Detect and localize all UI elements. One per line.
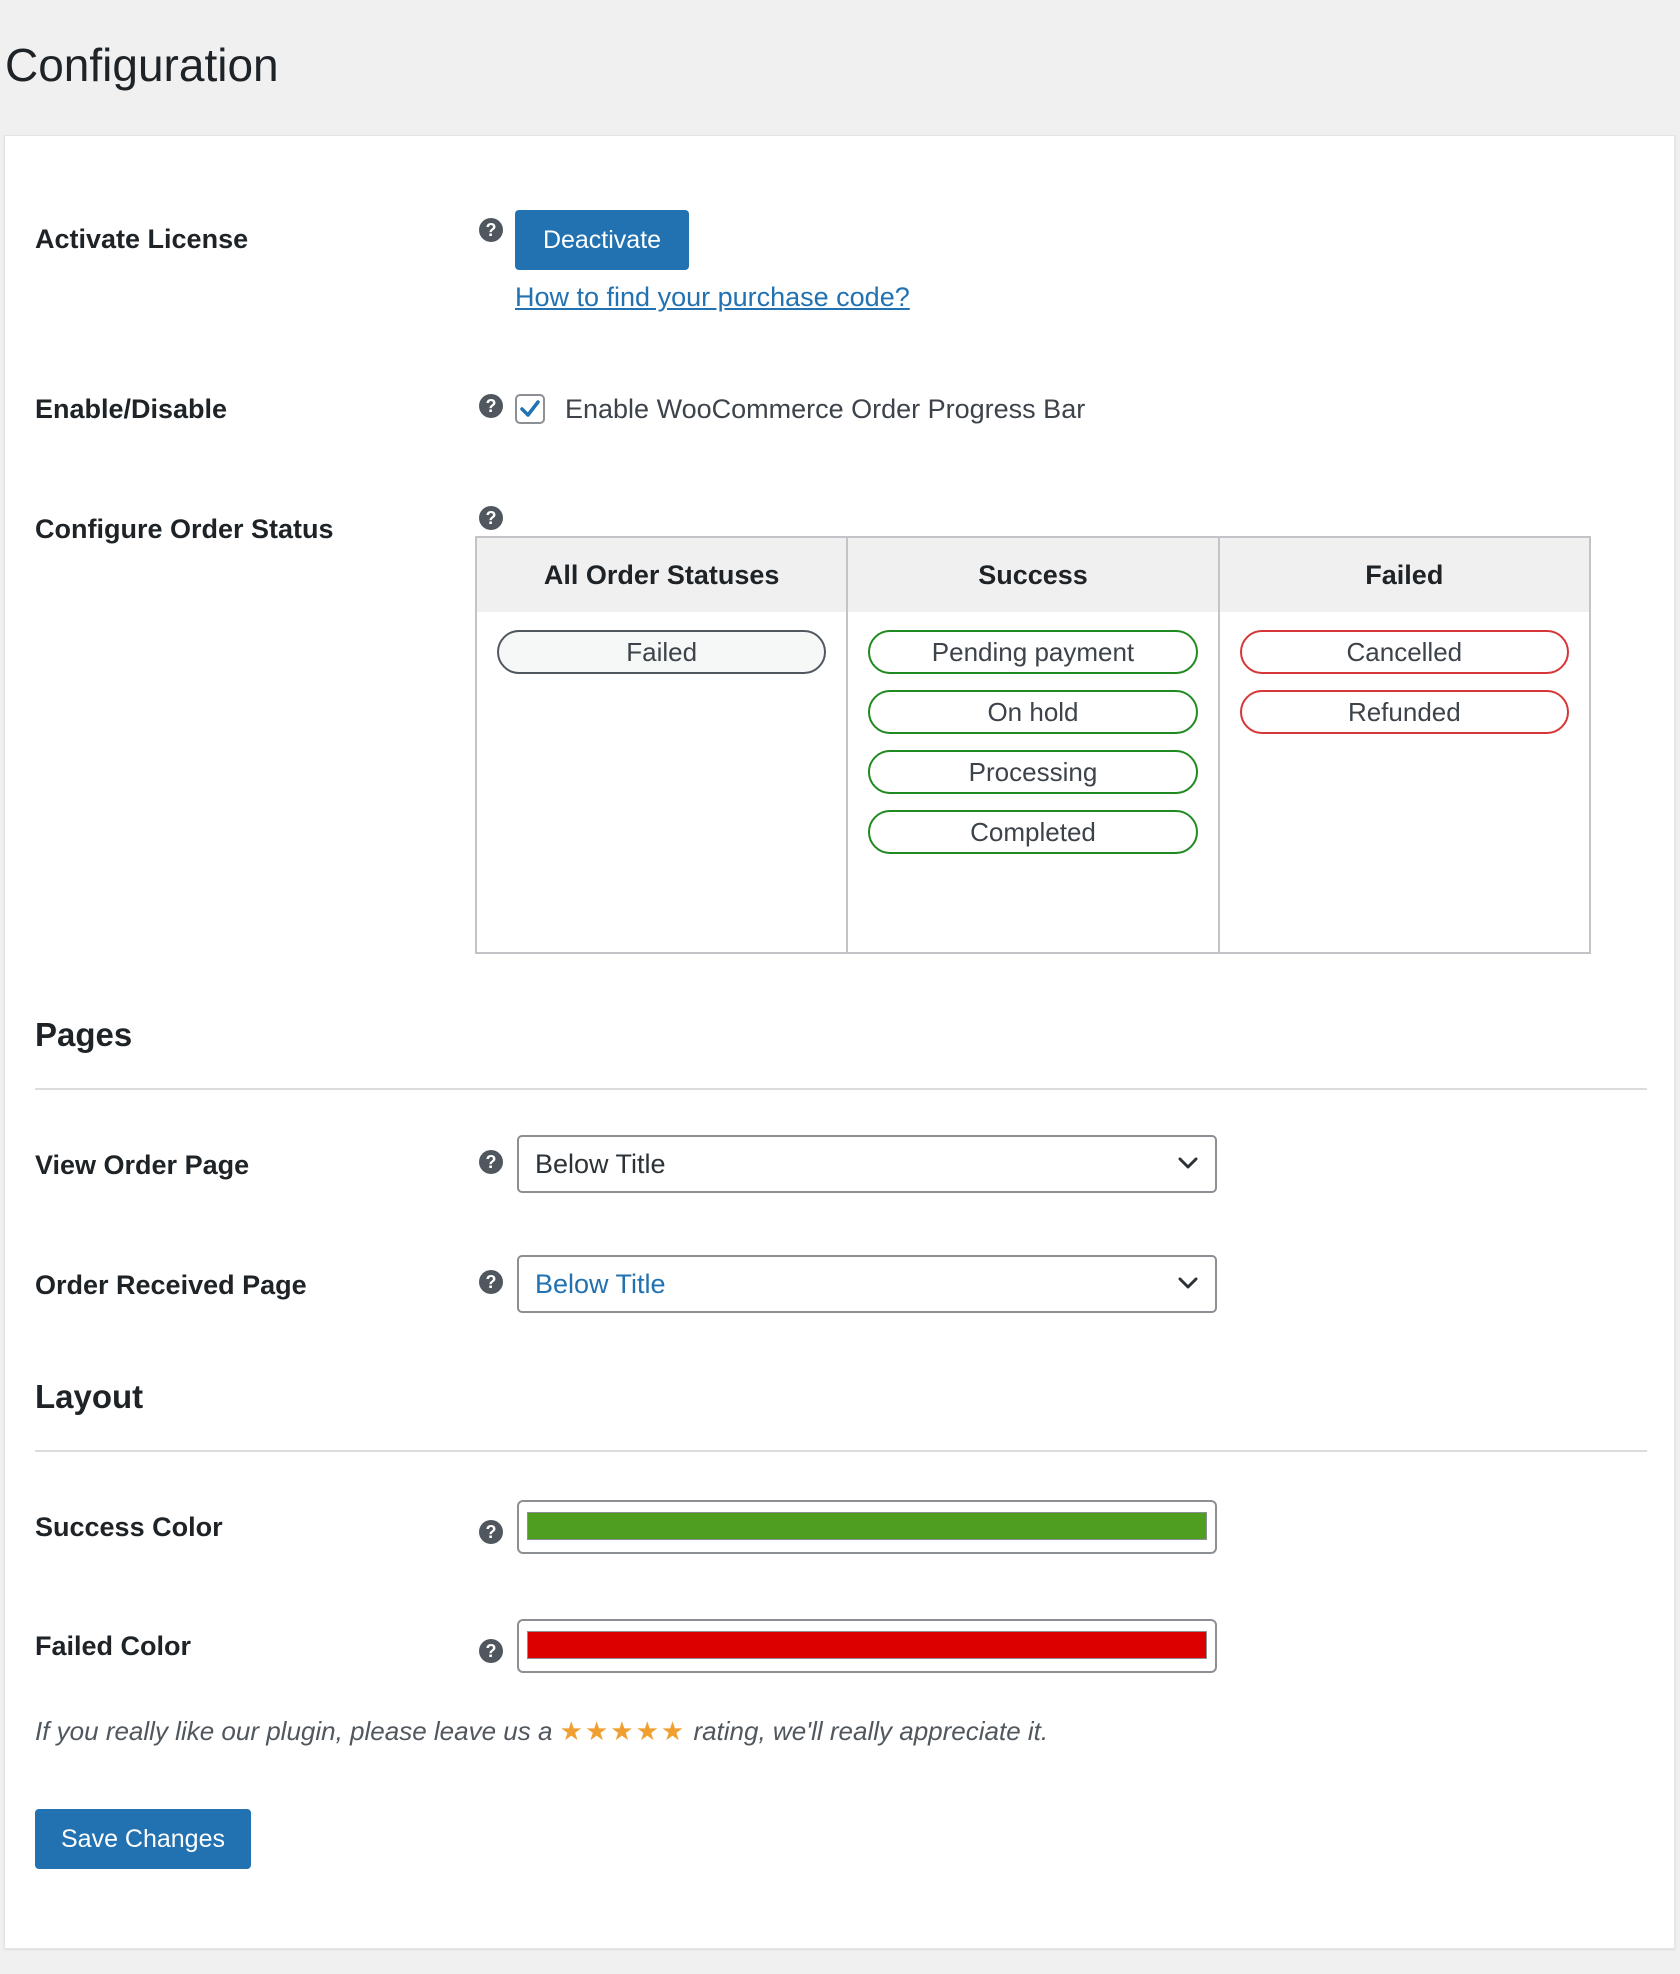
help-icon[interactable]: ? — [479, 1520, 503, 1544]
status-pill-refunded[interactable]: Refunded — [1240, 690, 1569, 734]
status-list-all[interactable] — [477, 612, 846, 674]
checkmark-icon — [519, 398, 541, 420]
activate-license-label: Activate License — [35, 224, 249, 254]
order-status-board — [475, 536, 1591, 954]
order-received-page-label: Order Received Page — [35, 1270, 307, 1300]
view-order-page-select[interactable] — [517, 1135, 1217, 1193]
view-order-page-value: Below Title — [535, 1149, 666, 1179]
status-column-title: Success — [848, 538, 1217, 612]
rating-suffix: rating, we'll really appreciate it. — [693, 1716, 1049, 1746]
status-column-failed — [1218, 536, 1591, 954]
help-icon[interactable]: ? — [479, 1150, 503, 1174]
failed-color-swatch[interactable] — [527, 1631, 1207, 1659]
success-color-picker[interactable] — [517, 1500, 1217, 1554]
enable-progress-bar-checkbox[interactable] — [515, 394, 545, 424]
section-divider — [35, 1088, 1647, 1090]
page-title: Configuration — [5, 39, 279, 91]
enable-progress-bar-label[interactable]: Enable WooCommerce Order Progress Bar — [565, 394, 1086, 424]
rating-prefix: If you really like our plugin, please leave us a — [35, 1716, 553, 1746]
status-column-title: Failed — [1220, 538, 1589, 612]
help-icon[interactable]: ? — [479, 394, 503, 418]
status-pill-failed[interactable]: Failed — [497, 630, 826, 674]
status-pill-processing[interactable]: Processing — [868, 750, 1197, 794]
deactivate-button[interactable]: Deactivate — [515, 210, 689, 270]
layout-section-title: Layout — [35, 1378, 144, 1415]
help-icon[interactable]: ? — [479, 506, 503, 530]
chevron-down-icon — [1177, 1275, 1199, 1291]
status-pill-completed[interactable]: Completed — [868, 810, 1197, 854]
pages-section-title: Pages — [35, 1016, 133, 1053]
settings-panel — [4, 135, 1675, 1949]
view-order-page-label: View Order Page — [35, 1150, 250, 1180]
help-icon[interactable]: ? — [479, 1270, 503, 1294]
status-column-success — [846, 536, 1219, 954]
rating-note — [35, 1716, 1048, 1747]
help-icon[interactable]: ? — [479, 1639, 503, 1663]
help-icon[interactable]: ? — [479, 218, 503, 242]
chevron-down-icon — [1177, 1155, 1199, 1171]
status-pill-cancelled[interactable]: Cancelled — [1240, 630, 1569, 674]
order-received-page-value: Below Title — [535, 1269, 666, 1299]
enable-disable-label: Enable/Disable — [35, 394, 228, 424]
status-column-title: All Order Statuses — [477, 538, 846, 612]
configure-order-status-label: Configure Order Status — [35, 514, 334, 544]
rating-stars-icon[interactable]: ★★★★★ — [559, 1716, 687, 1746]
status-list-success[interactable] — [848, 612, 1217, 854]
failed-color-label: Failed Color — [35, 1631, 192, 1661]
status-pill-pending-payment[interactable]: Pending payment — [868, 630, 1197, 674]
status-pill-on-hold[interactable]: On hold — [868, 690, 1197, 734]
success-color-swatch[interactable] — [527, 1512, 1207, 1540]
order-received-page-select[interactable] — [517, 1255, 1217, 1313]
success-color-label: Success Color — [35, 1512, 223, 1542]
failed-color-picker[interactable] — [517, 1619, 1217, 1673]
status-list-failed[interactable] — [1220, 612, 1589, 734]
section-divider — [35, 1450, 1647, 1452]
purchase-code-link[interactable]: How to find your purchase code? — [515, 282, 910, 312]
status-column-all — [475, 536, 848, 954]
save-changes-button[interactable]: Save Changes — [35, 1809, 251, 1869]
